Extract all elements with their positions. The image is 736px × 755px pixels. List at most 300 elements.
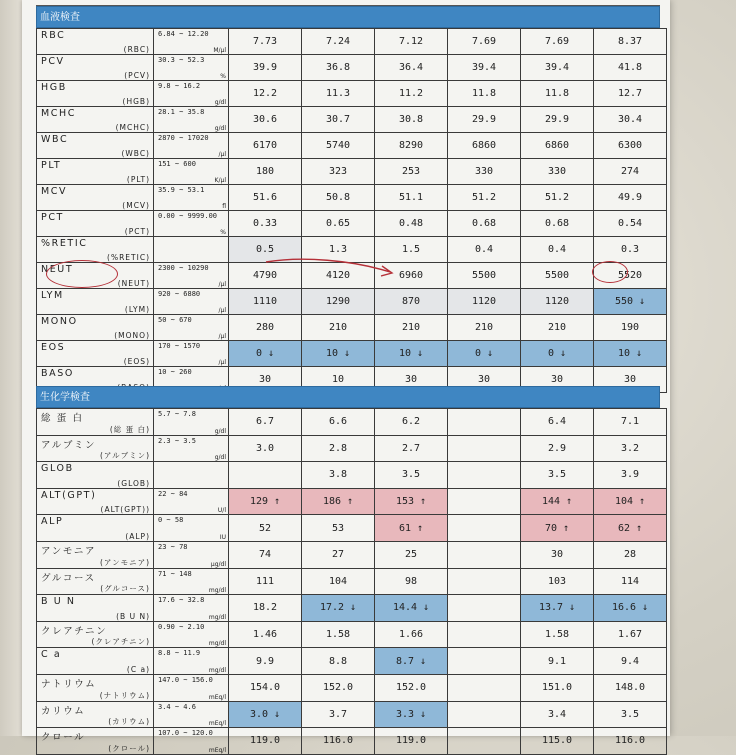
result-value-cell: 3.7 bbox=[302, 701, 375, 728]
reference-range-cell bbox=[154, 107, 229, 133]
result-value-cell: 51.1 bbox=[375, 185, 448, 211]
result-value-cell: 8.8 bbox=[302, 648, 375, 675]
reference-range: 0.90 ~ 2.10 bbox=[158, 622, 205, 631]
test-abbr: (HGB) bbox=[122, 97, 150, 106]
reference-range-cell bbox=[154, 435, 229, 462]
result-value-cell bbox=[229, 462, 302, 489]
result-value-cell: 30.8 bbox=[375, 107, 448, 133]
test-name-cell bbox=[37, 648, 154, 675]
unit-label: /μl bbox=[218, 333, 226, 340]
result-value-cell: 12.2 bbox=[229, 81, 302, 107]
table-row bbox=[37, 488, 667, 515]
test-name: RBC bbox=[41, 30, 66, 41]
result-value-cell: 30 bbox=[375, 367, 448, 393]
test-name: WBC bbox=[41, 134, 69, 145]
result-value-cell: 30 bbox=[448, 367, 521, 393]
result-value-cell: 0 ↓ bbox=[521, 341, 594, 367]
result-value-cell: 9.9 bbox=[229, 648, 302, 675]
test-name: カリウム bbox=[41, 705, 86, 717]
section-header-blood bbox=[36, 6, 660, 28]
result-value-cell: 1110 bbox=[229, 289, 302, 315]
table-row bbox=[37, 159, 667, 185]
table-row bbox=[37, 462, 667, 489]
result-value-cell: 111 bbox=[229, 568, 302, 595]
reference-range: 71 ~ 148 bbox=[158, 569, 192, 578]
unit-label: /μl bbox=[218, 307, 226, 314]
test-name: GLOB bbox=[41, 463, 74, 475]
result-value-cell: 153 ↑ bbox=[375, 488, 448, 515]
result-value-cell: 870 bbox=[375, 289, 448, 315]
unit-label: fl bbox=[222, 203, 226, 210]
reference-range: 2870 ~ 17020 bbox=[158, 134, 209, 142]
result-value-cell: 330 bbox=[521, 159, 594, 185]
result-value-cell bbox=[448, 515, 521, 542]
table-row bbox=[37, 595, 667, 622]
unit-label: mg/dl bbox=[208, 587, 226, 595]
test-name-cell bbox=[37, 728, 154, 755]
result-value-cell: 210 bbox=[521, 315, 594, 341]
result-value-cell bbox=[448, 621, 521, 648]
reference-range: 3.4 ~ 4.6 bbox=[158, 702, 196, 711]
result-value-cell: 0.5 bbox=[229, 237, 302, 263]
result-value-cell: 104 bbox=[302, 568, 375, 595]
test-name: グルコース bbox=[41, 572, 96, 584]
reference-range: 8.8 ~ 11.9 bbox=[158, 649, 201, 658]
result-value-cell: 18.2 bbox=[229, 595, 302, 622]
test-name-cell bbox=[37, 81, 154, 107]
result-value-cell: 10 ↓ bbox=[375, 341, 448, 367]
result-value-cell: 3.4 bbox=[521, 701, 594, 728]
result-value-cell: 7.24 bbox=[302, 29, 375, 55]
result-value-cell: 30.7 bbox=[302, 107, 375, 133]
table-row bbox=[37, 341, 667, 367]
reference-range-cell bbox=[154, 595, 229, 622]
result-value-cell: 6170 bbox=[229, 133, 302, 159]
unit-label: U/l bbox=[217, 507, 226, 515]
test-abbr: (B U N) bbox=[116, 611, 150, 621]
result-value-cell: 5520 bbox=[594, 263, 667, 289]
result-value-cell: 103 bbox=[521, 568, 594, 595]
result-value-cell: 274 bbox=[594, 159, 667, 185]
reference-range: 920 ~ 6880 bbox=[158, 290, 201, 298]
reference-range-cell bbox=[154, 568, 229, 595]
unit-label: /μl bbox=[218, 151, 226, 158]
unit-label: IU bbox=[219, 533, 226, 541]
result-value-cell: 2.8 bbox=[302, 435, 375, 462]
test-name: MCV bbox=[41, 186, 68, 197]
unit-label: mEq/l bbox=[208, 720, 226, 728]
table-row bbox=[37, 621, 667, 648]
unit-label: g/dl bbox=[214, 454, 226, 462]
result-value-cell: 6860 bbox=[521, 133, 594, 159]
result-value-cell bbox=[448, 541, 521, 568]
result-value-cell: 39.9 bbox=[229, 55, 302, 81]
reference-range: 9.8 ~ 16.2 bbox=[158, 82, 201, 90]
result-value-cell: 8290 bbox=[375, 133, 448, 159]
result-value-cell bbox=[448, 568, 521, 595]
result-value-cell: 17.2 ↓ bbox=[302, 595, 375, 622]
result-value-cell: 6860 bbox=[448, 133, 521, 159]
result-value-cell: 3.0 ↓ bbox=[229, 701, 302, 728]
result-value-cell: 39.4 bbox=[521, 55, 594, 81]
result-value-cell bbox=[448, 674, 521, 701]
unit-label: M/μl bbox=[213, 47, 226, 54]
unit-label: mg/dl bbox=[208, 640, 226, 648]
table-row bbox=[37, 29, 667, 55]
result-value-cell: 5740 bbox=[302, 133, 375, 159]
result-value-cell: 3.5 bbox=[594, 701, 667, 728]
test-abbr: (アルブミン) bbox=[99, 451, 150, 461]
result-value-cell: 7.73 bbox=[229, 29, 302, 55]
result-value-cell: 7.12 bbox=[375, 29, 448, 55]
test-name-cell bbox=[37, 289, 154, 315]
test-abbr: (カリウム) bbox=[108, 717, 150, 727]
test-abbr: (アンモニア) bbox=[99, 557, 150, 567]
result-value-cell: 119.0 bbox=[375, 728, 448, 755]
result-value-cell: 8.7 ↓ bbox=[375, 648, 448, 675]
reference-range-cell bbox=[154, 185, 229, 211]
test-name-cell bbox=[37, 621, 154, 648]
reference-range: 2300 ~ 10290 bbox=[158, 264, 209, 272]
reference-range: 147.0 ~ 156.0 bbox=[158, 675, 213, 684]
test-abbr: (総 蛋 白) bbox=[109, 424, 150, 434]
table-row bbox=[37, 541, 667, 568]
result-value-cell bbox=[448, 595, 521, 622]
result-value-cell: 152.0 bbox=[302, 674, 375, 701]
result-value-cell: 1120 bbox=[448, 289, 521, 315]
result-value-cell: 7.69 bbox=[448, 29, 521, 55]
reference-range-cell bbox=[154, 237, 229, 263]
reference-range-cell bbox=[154, 488, 229, 515]
test-abbr: (MCHC) bbox=[115, 123, 150, 132]
result-value-cell: 49.9 bbox=[594, 185, 667, 211]
result-value-cell: 28 bbox=[594, 541, 667, 568]
result-value-cell: 186 ↑ bbox=[302, 488, 375, 515]
result-value-cell: 62 ↑ bbox=[594, 515, 667, 542]
test-abbr: (EOS) bbox=[123, 357, 150, 366]
result-value-cell: 16.6 ↓ bbox=[594, 595, 667, 622]
result-value-cell: 51.2 bbox=[521, 185, 594, 211]
test-name: C a bbox=[41, 649, 62, 661]
result-value-cell: 10 ↓ bbox=[302, 341, 375, 367]
handwritten-circle-neut bbox=[46, 260, 118, 288]
test-name-cell bbox=[37, 568, 154, 595]
result-value-cell: 154.0 bbox=[229, 674, 302, 701]
result-value-cell: 53 bbox=[302, 515, 375, 542]
result-value-cell: 41.8 bbox=[594, 55, 667, 81]
result-value-cell: 2.9 bbox=[521, 435, 594, 462]
test-name-cell bbox=[37, 107, 154, 133]
test-name: %RETIC bbox=[41, 238, 88, 249]
test-name-cell bbox=[37, 701, 154, 728]
reference-range: 10 ~ 260 bbox=[158, 368, 192, 376]
result-value-cell bbox=[448, 435, 521, 462]
result-value-cell: 3.5 bbox=[375, 462, 448, 489]
result-value-cell: 253 bbox=[375, 159, 448, 185]
result-value-cell: 0.4 bbox=[521, 237, 594, 263]
result-value-cell: 144 ↑ bbox=[521, 488, 594, 515]
table-row bbox=[37, 133, 667, 159]
result-value-cell: 114 bbox=[594, 568, 667, 595]
reference-range-cell bbox=[154, 315, 229, 341]
result-value-cell: 61 ↑ bbox=[375, 515, 448, 542]
result-value-cell: 180 bbox=[229, 159, 302, 185]
table-row bbox=[37, 435, 667, 462]
test-name: NEUT bbox=[41, 264, 74, 275]
reference-range: 23 ~ 78 bbox=[158, 542, 188, 551]
result-value-cell bbox=[448, 701, 521, 728]
test-name: クレアチニン bbox=[41, 625, 108, 637]
test-name: ナトリウム bbox=[41, 678, 97, 690]
result-value-cell: 7.1 bbox=[594, 409, 667, 436]
test-name-cell bbox=[37, 159, 154, 185]
result-value-cell: 8.37 bbox=[594, 29, 667, 55]
test-name: ALT(GPT) bbox=[41, 489, 97, 501]
background-left-edge bbox=[0, 0, 22, 736]
result-value-cell: 0 ↓ bbox=[229, 341, 302, 367]
test-name-cell bbox=[37, 315, 154, 341]
result-value-cell: 14.4 ↓ bbox=[375, 595, 448, 622]
result-value-cell: 9.4 bbox=[594, 648, 667, 675]
reference-range-cell bbox=[154, 341, 229, 367]
table-row bbox=[37, 185, 667, 211]
test-name: アンモニア bbox=[41, 545, 97, 557]
test-name: EOS bbox=[41, 342, 66, 353]
result-value-cell: 6960 bbox=[375, 263, 448, 289]
reference-range-cell bbox=[154, 515, 229, 542]
test-name-cell bbox=[37, 211, 154, 237]
result-value-cell: 1.67 bbox=[594, 621, 667, 648]
test-abbr: (PCV) bbox=[124, 71, 150, 80]
test-abbr: (クレアチニン) bbox=[91, 637, 150, 647]
result-value-cell: 6300 bbox=[594, 133, 667, 159]
result-value-cell: 29.9 bbox=[521, 107, 594, 133]
test-name-cell bbox=[37, 237, 154, 263]
test-abbr: (クロール) bbox=[108, 743, 150, 753]
result-value-cell: 1120 bbox=[521, 289, 594, 315]
result-value-cell: 0.68 bbox=[521, 211, 594, 237]
result-value-cell: 1.66 bbox=[375, 621, 448, 648]
test-name-cell bbox=[37, 55, 154, 81]
unit-label: mEq/l bbox=[208, 693, 226, 701]
reference-range: 30.3 ~ 52.3 bbox=[158, 56, 205, 64]
result-value-cell: 25 bbox=[375, 541, 448, 568]
table-row bbox=[37, 674, 667, 701]
result-value-cell bbox=[448, 648, 521, 675]
table-row bbox=[37, 315, 667, 341]
reference-range: 2.3 ~ 3.5 bbox=[158, 436, 196, 445]
result-value-cell: 5500 bbox=[448, 263, 521, 289]
result-value-cell bbox=[448, 728, 521, 755]
result-value-cell: 1.5 bbox=[375, 237, 448, 263]
result-value-cell: 2.7 bbox=[375, 435, 448, 462]
unit-label: /μl bbox=[218, 359, 226, 366]
result-value-cell: 30 bbox=[594, 367, 667, 393]
result-value-cell: 1.46 bbox=[229, 621, 302, 648]
unit-label: mEq/l bbox=[208, 746, 226, 754]
test-name-cell bbox=[37, 435, 154, 462]
reference-range-cell bbox=[154, 29, 229, 55]
test-name-cell bbox=[37, 462, 154, 489]
result-value-cell: 148.0 bbox=[594, 674, 667, 701]
result-value-cell bbox=[448, 462, 521, 489]
test-name: PCV bbox=[41, 56, 65, 67]
result-value-cell: 70 ↑ bbox=[521, 515, 594, 542]
result-value-cell: 3.3 ↓ bbox=[375, 701, 448, 728]
test-abbr: (MONO) bbox=[114, 331, 150, 340]
reference-range-cell bbox=[154, 728, 229, 755]
result-value-cell bbox=[448, 409, 521, 436]
table-row bbox=[37, 211, 667, 237]
test-name-cell bbox=[37, 515, 154, 542]
test-name: LYM bbox=[41, 290, 64, 301]
result-value-cell: 119.0 bbox=[229, 728, 302, 755]
test-name-cell bbox=[37, 541, 154, 568]
result-value-cell: 0.33 bbox=[229, 211, 302, 237]
table-row bbox=[37, 409, 667, 436]
handwritten-arrow bbox=[262, 254, 402, 284]
unit-label: g/dl bbox=[214, 427, 226, 435]
result-value-cell: 36.4 bbox=[375, 55, 448, 81]
result-value-cell: 39.4 bbox=[448, 55, 521, 81]
test-abbr: (ナトリウム) bbox=[99, 690, 150, 700]
reference-range-cell bbox=[154, 701, 229, 728]
reference-range: 107.0 ~ 120.0 bbox=[158, 729, 213, 738]
result-value-cell: 51.6 bbox=[229, 185, 302, 211]
result-value-cell: 0.68 bbox=[448, 211, 521, 237]
result-value-cell: 104 ↑ bbox=[594, 488, 667, 515]
reference-range: 5.7 ~ 7.8 bbox=[158, 410, 196, 418]
test-name: アルブミン bbox=[41, 439, 97, 451]
result-value-cell: 11.3 bbox=[302, 81, 375, 107]
reference-range: 170 ~ 1570 bbox=[158, 342, 201, 350]
test-name-cell bbox=[37, 185, 154, 211]
reference-range: 17.6 ~ 32.8 bbox=[158, 596, 205, 605]
blood-test-table bbox=[36, 28, 667, 393]
unit-label: mg/dl bbox=[208, 613, 226, 621]
reference-range: 6.84 ~ 12.20 bbox=[158, 30, 209, 38]
unit-label: mg/dl bbox=[208, 666, 226, 674]
result-value-cell: 129 ↑ bbox=[229, 488, 302, 515]
test-name: HGB bbox=[41, 82, 67, 93]
result-value-cell: 0 ↓ bbox=[448, 341, 521, 367]
result-value-cell: 36.8 bbox=[302, 55, 375, 81]
reference-range: 22 ~ 84 bbox=[158, 489, 188, 498]
test-name: MCHC bbox=[41, 108, 77, 119]
test-name: 総 蛋 白 bbox=[41, 413, 84, 424]
test-name-cell bbox=[37, 341, 154, 367]
result-value-cell: 1.58 bbox=[521, 621, 594, 648]
result-value-cell: 10 bbox=[302, 367, 375, 393]
test-name: ALP bbox=[41, 516, 64, 528]
table-row bbox=[37, 728, 667, 755]
result-value-cell: 4790 bbox=[229, 263, 302, 289]
test-abbr: (RBC) bbox=[123, 45, 150, 54]
result-value-cell: 12.7 bbox=[594, 81, 667, 107]
result-value-cell: 550 ↓ bbox=[594, 289, 667, 315]
test-name: MONO bbox=[41, 316, 78, 327]
result-value-cell: 30.6 bbox=[229, 107, 302, 133]
test-name: PCT bbox=[41, 212, 64, 223]
unit-label: μg/dl bbox=[210, 560, 226, 568]
result-value-cell: 323 bbox=[302, 159, 375, 185]
reference-range-cell bbox=[154, 541, 229, 568]
test-name: BASO bbox=[41, 368, 74, 379]
result-value-cell: 330 bbox=[448, 159, 521, 185]
table-row bbox=[37, 289, 667, 315]
reference-range: 151 ~ 600 bbox=[158, 160, 196, 168]
reference-range: 28.1 ~ 35.8 bbox=[158, 108, 205, 116]
unit-label: g/dl bbox=[214, 125, 226, 132]
result-value-cell: 30.4 bbox=[594, 107, 667, 133]
result-value-cell: 3.9 bbox=[594, 462, 667, 489]
table-row bbox=[37, 55, 667, 81]
reference-range-cell bbox=[154, 211, 229, 237]
result-value-cell: 6.4 bbox=[521, 409, 594, 436]
test-name-cell bbox=[37, 595, 154, 622]
test-abbr: (WBC) bbox=[121, 149, 150, 158]
result-value-cell: 3.2 bbox=[594, 435, 667, 462]
reference-range-cell bbox=[154, 159, 229, 185]
test-abbr: (ALT(GPT)) bbox=[100, 505, 150, 515]
table-row bbox=[37, 81, 667, 107]
result-value-cell: 4120 bbox=[302, 263, 375, 289]
result-value-cell: 5500 bbox=[521, 263, 594, 289]
result-value-cell: 13.7 ↓ bbox=[521, 595, 594, 622]
result-value-cell: 6.6 bbox=[302, 409, 375, 436]
result-value-cell: 30 bbox=[229, 367, 302, 393]
unit-label: K/μl bbox=[214, 177, 226, 184]
test-abbr: (LYM) bbox=[124, 305, 150, 314]
test-name-cell bbox=[37, 409, 154, 436]
result-value-cell: 30 bbox=[521, 367, 594, 393]
lab-report-sheet bbox=[22, 0, 670, 754]
reference-range-cell bbox=[154, 289, 229, 315]
table-row bbox=[37, 107, 667, 133]
test-abbr: (NEUT) bbox=[117, 279, 150, 288]
unit-label: g/dl bbox=[214, 99, 226, 106]
test-name-cell bbox=[37, 29, 154, 55]
biochem-test-table bbox=[36, 408, 667, 755]
section-title-biochem: 生化学検査 bbox=[40, 392, 90, 403]
reference-range-cell bbox=[154, 81, 229, 107]
result-value-cell: 1.58 bbox=[302, 621, 375, 648]
result-value-cell: 10 ↓ bbox=[594, 341, 667, 367]
test-name-cell bbox=[37, 488, 154, 515]
reference-range-cell bbox=[154, 674, 229, 701]
unit-label: % bbox=[220, 229, 226, 236]
reference-range-cell bbox=[154, 133, 229, 159]
result-value-cell: 152.0 bbox=[375, 674, 448, 701]
test-abbr: (PCT) bbox=[124, 227, 150, 236]
section-header-biochem bbox=[36, 386, 660, 408]
result-value-cell: 3.5 bbox=[521, 462, 594, 489]
result-value-cell: 11.8 bbox=[521, 81, 594, 107]
test-abbr: (ALP) bbox=[125, 531, 150, 541]
result-value-cell: 3.0 bbox=[229, 435, 302, 462]
test-abbr: (グルコース) bbox=[100, 584, 150, 594]
result-value-cell: 50.8 bbox=[302, 185, 375, 211]
reference-range-cell bbox=[154, 409, 229, 436]
section-title-blood: 血液検査 bbox=[40, 12, 80, 23]
test-name-cell bbox=[37, 674, 154, 701]
test-abbr: (%RETIC) bbox=[107, 253, 150, 262]
table-row bbox=[37, 568, 667, 595]
test-name: クロール bbox=[41, 732, 86, 744]
result-value-cell: 0.4 bbox=[448, 237, 521, 263]
result-value-cell: 280 bbox=[229, 315, 302, 341]
result-value-cell: 210 bbox=[302, 315, 375, 341]
